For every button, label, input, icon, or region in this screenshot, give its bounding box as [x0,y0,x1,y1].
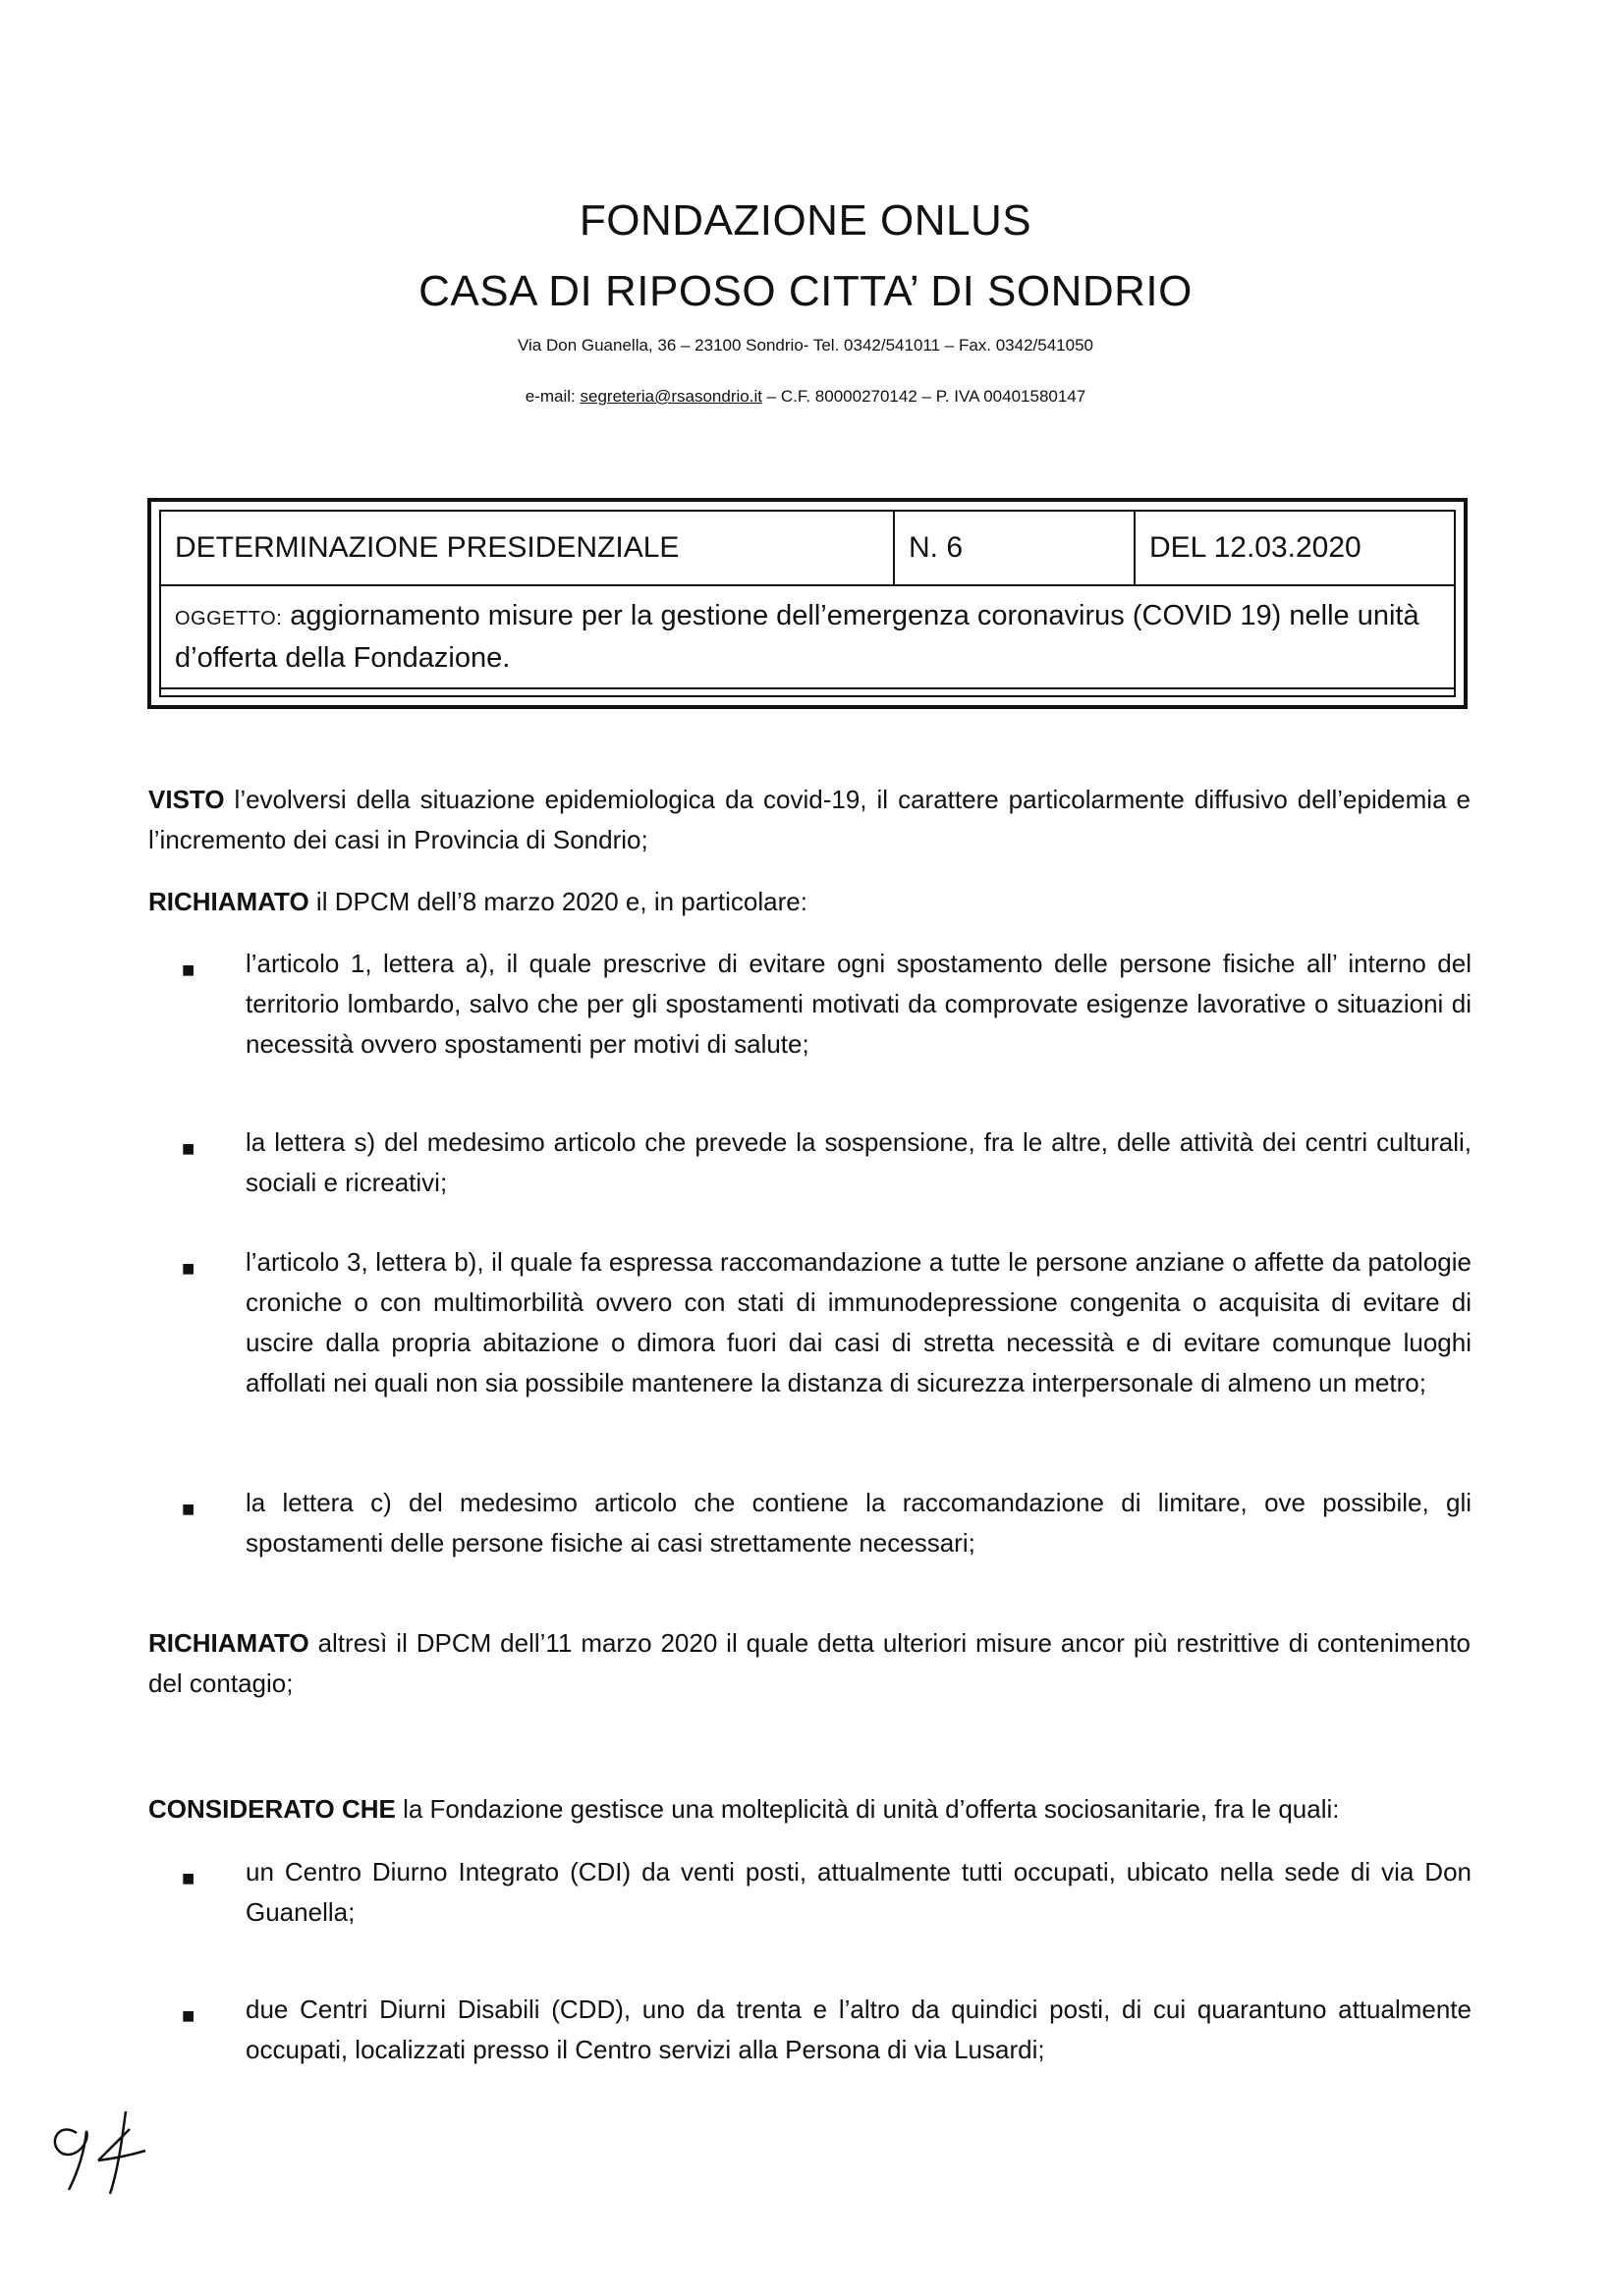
determination-date: DEL 12.03.2020 [1134,512,1454,584]
visto-text: l’evolversi della situazione epidemiologica da covid-19, il carattere particolarmente diffusivo dell’epidemia e l’incremento dei casi in Provincia di Sondrio; [148,785,1471,854]
bullet-marker: ■ [182,2003,195,2028]
determination-type: DETERMINAZIONE PRESIDENZIALE [175,531,680,564]
list-item: due Centri Diurni Disabili (CDD), uno da trenta e l’altro da quindici posti, di cui quarantuno attualmente occupati, localizzati presso il Centro servizi alla Persona di via Lusardi; [246,1995,1472,2064]
bullet-marker: ■ [182,957,195,982]
subject-label: OGGETTO: [175,608,283,629]
bullet-marker: ■ [182,1136,195,1161]
considerato-paragraph [148,1789,1471,1830]
list-item: la lettera s) del medesimo articolo che prevede la sospensione, fra le altre, delle attività dei centri culturali, sociali e ricreativi; [246,1127,1472,1197]
organization-subtitle: CASA DI RIPOSO CITTA’ DI SONDRIO [418,267,1193,315]
considerato-keyword: CONSIDERATO CHE [148,1794,396,1824]
bullet-marker: ■ [182,1866,195,1890]
subject-text: aggiornamento misure per la gestione dell’emergenza coronavirus (COVID 19) nelle unità d’offerta della Fondazione. [175,600,1419,674]
email-link[interactable]: segreteria@rsasondrio.it [580,387,762,406]
richiamato-altresi-paragraph [148,1623,1471,1704]
organization-address: Via Don Guanella, 36 – 23100 Sondrio- Tel. 0342/541011 – Fax. 0342/541050 [517,336,1093,355]
considerato-text: la Fondazione gestisce una molteplicità di unità d’offerta sociosanitarie, fra le quali: [395,1794,1340,1824]
bullet-marker: ■ [182,1256,195,1281]
bullet-marker: ■ [182,1497,195,1521]
richiamato-altresi-text: altresì il DPCM dell’11 marzo 2020 il quale detta ulteriori misure ancor più restrittive di contenimento del contagio; [148,1628,1471,1698]
richiamato-keyword: RICHIAMATO [148,887,309,916]
box-bottom-rule [161,687,1454,689]
handwritten-initials [39,2092,177,2200]
fiscal-codes: – C.F. 80000270142 – P. IVA 00401580147 [761,387,1086,406]
determination-box [147,498,1468,709]
richiamato-keyword: RICHIAMATO [148,1628,309,1658]
email-label: e-mail: [525,387,581,406]
visto-keyword: VISTO [148,785,225,814]
determination-number: N. 6 [893,512,1134,584]
list-item: un Centro Diurno Integrato (CDI) da venti posti, attualmente tutti occupati, ubicato nella sede di via Don Guanella; [246,1857,1472,1927]
list-item: l’articolo 1, lettera a), il quale prescrive di evitare ogni spostamento delle persone fisiche all’ interno del territorio lombardo, salvo che per gli spostamenti motivati da comprovate esigenze lavorative o situazioni di necessità ovvero spostamenti per motivi di salute; [246,949,1472,1059]
visto-paragraph [148,780,1471,860]
richiamato-text: il DPCM dell’8 marzo 2020 e, in particolare: [308,887,807,916]
list-item: l’articolo 3, lettera b), il quale fa espressa raccomandazione a tutte le persone anziane o affette da patologie croniche o con multimorbilità ovvero con stati di immunodepressione congenita o acquisita di evitare di uscire dalla propria abitazione o dimora fuori dai casi di stretta necessità e di evitare comunque luoghi affollati nei quali non sia possibile mantenere la distanza di sicurezza interpersonale di almeno un metro; [246,1247,1472,1397]
row-divider [161,584,1454,586]
determination-subject [175,596,1440,678]
organization-contacts [0,387,1611,407]
richiamato-paragraph [148,882,1471,922]
organization-name: FONDAZIONE ONLUS [579,196,1032,245]
list-item: la lettera c) del medesimo articolo che contiene la raccomandazione di limitare, ove possibile, gli spostamenti delle persone fisiche ai casi strettamente necessari; [246,1488,1472,1558]
